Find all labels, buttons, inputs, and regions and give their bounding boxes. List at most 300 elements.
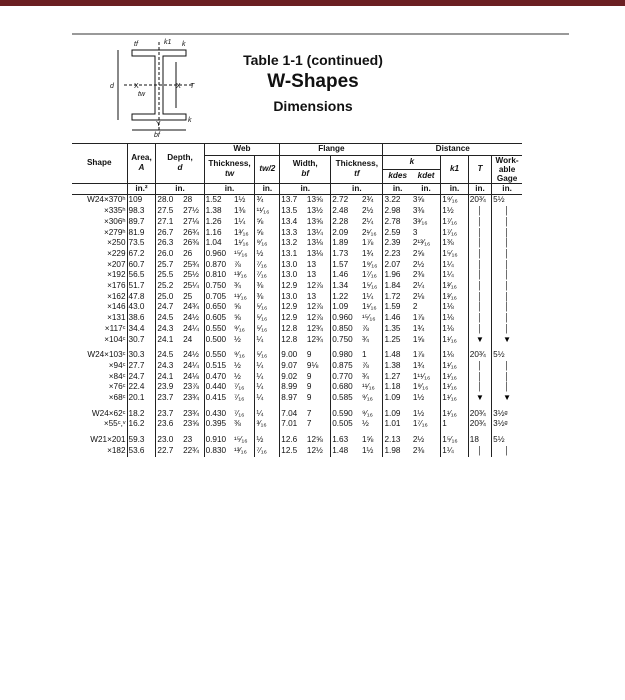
table-cell: 23.7 bbox=[156, 409, 182, 420]
table-cell: 2½ bbox=[412, 435, 425, 445]
table-cell: ⁵⁄₁₆ bbox=[255, 350, 280, 361]
table-cell: 0.960 bbox=[204, 249, 233, 260]
table-cell: 98.3 bbox=[127, 206, 156, 217]
table-cell: 7 bbox=[306, 408, 312, 418]
bf-label: bf bbox=[154, 132, 160, 138]
table-cell: 1.46 bbox=[331, 270, 361, 281]
table-cell: 12¾ bbox=[306, 323, 323, 333]
table-cell: 1⅛ bbox=[441, 324, 469, 335]
table-cell: 23⅝ bbox=[183, 419, 199, 429]
table-cell: 1¾ bbox=[412, 360, 425, 370]
unit: in.² bbox=[127, 183, 156, 195]
table-cell: 12.5 bbox=[280, 446, 306, 457]
table-row bbox=[72, 372, 522, 383]
table-cell: 24.7 bbox=[156, 302, 182, 313]
table-cell: 24.3 bbox=[156, 361, 182, 372]
table-cell: 1¹⁄₁₆ bbox=[361, 302, 377, 312]
table-cell: ¼ bbox=[255, 361, 280, 372]
table-cell: 24.5 bbox=[156, 313, 182, 324]
table-cell: 1¼ bbox=[361, 291, 374, 301]
table-cell: 24 bbox=[183, 334, 193, 344]
col-k1: k1 bbox=[441, 155, 469, 183]
table-cell: ⁵⁄₁₆ bbox=[255, 302, 280, 313]
table-cell: 0.810 bbox=[204, 270, 233, 281]
table-cell: 1⁷⁄₁₆ bbox=[412, 419, 428, 429]
table-cell: 0.590 bbox=[331, 409, 361, 420]
table-cell: 12.8 bbox=[280, 324, 306, 335]
continuation-line-icon: │ bbox=[492, 249, 522, 260]
col-depth: Depth, d bbox=[156, 144, 204, 184]
tf-label: tf bbox=[134, 41, 138, 48]
table-subtitle: Dimensions bbox=[273, 98, 353, 114]
table-cell: 0.440 bbox=[204, 382, 233, 393]
table-cell: 0.980 bbox=[331, 350, 361, 361]
table-cell: ½ bbox=[361, 419, 369, 429]
table-title: W-Shapes bbox=[267, 71, 359, 92]
continuation-line-icon: │ bbox=[492, 382, 522, 393]
col-flange-width: Width, bf bbox=[280, 155, 331, 183]
table-cell: 81.9 bbox=[127, 228, 156, 239]
table-row bbox=[72, 281, 522, 292]
table-cell: 27⅛ bbox=[183, 216, 199, 226]
table-cell: 1.89 bbox=[331, 238, 361, 249]
continuation-line-icon: │ bbox=[468, 292, 491, 303]
table-cell: 26.7 bbox=[156, 228, 182, 239]
table-cell: ¹¹⁄₁₆ bbox=[233, 291, 247, 301]
header-rule bbox=[72, 33, 569, 35]
table-cell: 2.09 bbox=[331, 228, 361, 239]
table-cell: 0.680 bbox=[331, 382, 361, 393]
continuation-line-icon: │ bbox=[492, 217, 522, 228]
table-cell: 2¼ bbox=[361, 216, 374, 226]
table-cell: ×182 bbox=[107, 445, 126, 455]
table-cell: 24¼ bbox=[183, 360, 199, 370]
table-cell: 0.515 bbox=[204, 361, 233, 372]
col-area: Area, A bbox=[127, 144, 156, 184]
unit: in. bbox=[492, 183, 522, 195]
table-cell: 1⅞ bbox=[412, 350, 425, 360]
table-row bbox=[72, 313, 522, 324]
continuation-line-icon: │ bbox=[492, 206, 522, 217]
table-cell: 25 bbox=[183, 291, 193, 301]
table-cell: ¾ bbox=[361, 371, 369, 381]
table-cell: 30.7 bbox=[127, 335, 156, 346]
table-cell: ⅜ bbox=[255, 292, 280, 303]
table-cell: 27½ bbox=[183, 206, 199, 216]
table-cell: 56.5 bbox=[127, 270, 156, 281]
continuation-line-icon: │ bbox=[492, 238, 522, 249]
table-row bbox=[72, 350, 522, 361]
table-row bbox=[72, 335, 522, 346]
x-left-label: X bbox=[134, 83, 139, 90]
table-cell: 2¹³⁄₁₆ bbox=[412, 238, 431, 248]
table-cell: 5½ bbox=[492, 350, 522, 361]
col-flange-thickness: Thickness, tf bbox=[331, 155, 383, 183]
table-cell: 1³⁄₁₆ bbox=[233, 227, 249, 237]
table-row bbox=[72, 302, 522, 313]
table-cell: ×68ᶜ bbox=[108, 393, 126, 403]
table-cell: 2 bbox=[412, 302, 418, 312]
table-cell: ½ bbox=[255, 435, 280, 446]
table-cell: 53.6 bbox=[127, 446, 156, 457]
table-cell: ×250 bbox=[107, 238, 126, 248]
continuation-line-icon: │ bbox=[468, 228, 491, 239]
table-cell: 1¹⁄₁₆ bbox=[441, 393, 469, 404]
col-shape: Shape bbox=[72, 144, 127, 184]
continuation-line-icon: │ bbox=[468, 372, 491, 383]
table-cell: 1.96 bbox=[383, 270, 412, 281]
table-cell: ¼ bbox=[255, 372, 280, 383]
table-cell: 2.78 bbox=[383, 217, 412, 228]
table-cell: 34.4 bbox=[127, 324, 156, 335]
continuation-line-icon: │ bbox=[468, 249, 491, 260]
table-cell: 24⅛ bbox=[183, 371, 199, 381]
table-row bbox=[72, 419, 522, 430]
table-cell: W24×62ᶜ bbox=[91, 408, 126, 418]
k-bottom-label: k bbox=[188, 117, 192, 124]
unit: in. bbox=[204, 183, 255, 195]
table-cell: 24.5 bbox=[156, 350, 182, 361]
table-cell: 0.750 bbox=[331, 335, 361, 346]
table-cell: 2.23 bbox=[383, 249, 412, 260]
table-cell: 1¼ bbox=[441, 446, 469, 457]
table-cell: 1¹⁄₁₆ bbox=[441, 382, 469, 393]
table-cell: ¾ bbox=[255, 195, 280, 206]
table-cell: 1.73 bbox=[331, 249, 361, 260]
table-cell: 0.585 bbox=[331, 393, 361, 404]
table-cell: 23¾ bbox=[183, 408, 199, 418]
table-cell: 13.3 bbox=[280, 228, 306, 239]
table-cell: 13.4 bbox=[280, 217, 306, 228]
table-cell: 3½ᵍ bbox=[492, 409, 522, 420]
table-cell: 9 bbox=[306, 382, 312, 392]
table-cell: 1.38 bbox=[383, 361, 412, 372]
table-cell: 26.3 bbox=[156, 238, 182, 249]
table-cell: 2½ bbox=[361, 206, 374, 216]
table-cell: ⅜ bbox=[233, 419, 241, 429]
table-cell: ½ bbox=[233, 360, 241, 370]
table-cell: 1⅛ bbox=[441, 350, 469, 361]
table-cell: 1¼ bbox=[441, 270, 469, 281]
table-row bbox=[72, 260, 522, 271]
table-cell: 73.5 bbox=[127, 238, 156, 249]
table-cell: 2½ bbox=[412, 259, 425, 269]
table-cell: ×117ᶜ bbox=[104, 323, 126, 333]
table-cell: 12.6 bbox=[280, 435, 306, 446]
table-cell: ⁷⁄₁₆ bbox=[233, 393, 245, 403]
table-cell: 1.34 bbox=[331, 281, 361, 292]
table-cell: 1.72 bbox=[383, 292, 412, 303]
table-cell: ¼ bbox=[255, 382, 280, 393]
k-label: k bbox=[182, 41, 186, 48]
table-cell: 2⅛ bbox=[412, 291, 425, 301]
table-cell: 89.7 bbox=[127, 217, 156, 228]
table-cell: 13¼ bbox=[306, 227, 323, 237]
table-cell: 13.0 bbox=[280, 270, 306, 281]
table-row bbox=[72, 292, 522, 303]
table-cell: 25½ bbox=[183, 270, 199, 280]
table-cell: ×335ʰ bbox=[103, 206, 126, 216]
table-cell: 1³⁄₁₆ bbox=[441, 292, 469, 303]
table-cell: 109 bbox=[127, 195, 156, 206]
table-cell: W24×370ʰ bbox=[87, 195, 126, 205]
table-cell: 12¾ bbox=[306, 334, 323, 344]
table-row bbox=[72, 361, 522, 372]
table-cell: 1½ bbox=[412, 393, 425, 403]
table-cell: 27.1 bbox=[156, 217, 182, 228]
table-cell: 13.1 bbox=[280, 249, 306, 260]
continuation-line-icon: │ bbox=[468, 302, 491, 313]
table-cell: ⅝ bbox=[255, 217, 280, 228]
T-label: T bbox=[190, 83, 195, 90]
table-cell: 23⅞ bbox=[183, 382, 199, 392]
table-cell: 13⅛ bbox=[306, 248, 323, 258]
table-cell: 13.0 bbox=[280, 292, 306, 303]
table-cell: ×192 bbox=[107, 270, 126, 280]
table-cell: 24.7 bbox=[127, 372, 156, 383]
col-web-thickness: Thickness, tw bbox=[204, 155, 255, 183]
table-cell: 67.2 bbox=[127, 249, 156, 260]
continuation-line-icon: │ bbox=[468, 446, 491, 457]
table-cell: 24.1 bbox=[156, 372, 182, 383]
table-cell: 25¾ bbox=[183, 259, 199, 269]
table-cell: 20¾ bbox=[468, 350, 491, 361]
x-right-label: X bbox=[176, 83, 181, 90]
table-cell: 1 bbox=[361, 350, 367, 360]
table-cell: 1.25 bbox=[383, 335, 412, 346]
table-cell: ⁹⁄₁₆ bbox=[361, 393, 373, 403]
table-cell: 13.5 bbox=[280, 206, 306, 217]
table-cell: 1¼ bbox=[233, 216, 246, 226]
table-cell: 2.39 bbox=[383, 238, 412, 249]
table-cell: ×162 bbox=[107, 291, 126, 301]
continuation-line-icon: │ bbox=[492, 292, 522, 303]
table-cell: 0.605 bbox=[204, 313, 233, 324]
table-cell: 12½ bbox=[306, 445, 323, 455]
table-cell: 47.8 bbox=[127, 292, 156, 303]
table-cell: 5½ bbox=[492, 435, 522, 446]
continuation-line-icon: │ bbox=[468, 313, 491, 324]
table-cell: 12.8 bbox=[280, 335, 306, 346]
w-shape-diagram bbox=[104, 38, 214, 138]
table-cell: 1.09 bbox=[383, 393, 412, 404]
table-cell: 1⁷⁄₁₆ bbox=[441, 228, 469, 239]
table-cell: 25.2 bbox=[156, 281, 182, 292]
down-arrow-icon: ▼ bbox=[468, 335, 491, 346]
table-cell: 1⁹⁄₁₆ bbox=[361, 259, 378, 269]
table-cell: 1¹¹⁄₁₆ bbox=[412, 371, 431, 381]
table-cell: ¹⁵⁄₁₆ bbox=[233, 435, 248, 445]
table-cell: 1³⁄₁₆ bbox=[441, 281, 469, 292]
table-cell: 1.01 bbox=[383, 419, 412, 430]
table-cell: 3 bbox=[412, 227, 418, 237]
table-cell: 9⅛ bbox=[306, 360, 319, 370]
table-cell: 2.28 bbox=[331, 217, 361, 228]
table-cell: 1⅝ bbox=[361, 435, 374, 445]
table-cell: ⁷⁄₁₆ bbox=[233, 408, 245, 418]
table-cell: 38.6 bbox=[127, 313, 156, 324]
table-cell: 12.9 bbox=[280, 302, 306, 313]
table-cell: 0.470 bbox=[204, 372, 233, 383]
table-cell: ½ bbox=[255, 249, 280, 260]
unit: in. bbox=[383, 183, 412, 195]
table-cell: 9.02 bbox=[280, 372, 306, 383]
unit: in. bbox=[468, 183, 491, 195]
continuation-line-icon: │ bbox=[468, 324, 491, 335]
table-cell: 0.960 bbox=[331, 313, 361, 324]
table-cell: 1.38 bbox=[204, 206, 233, 217]
unit: in. bbox=[156, 183, 204, 195]
table-cell: 1⅜ bbox=[233, 206, 246, 216]
table-cell: 2¹⁄₁₆ bbox=[361, 227, 377, 237]
table-cell: ×207 bbox=[107, 259, 126, 269]
table-cell: 1¹⁄₁₆ bbox=[441, 409, 469, 420]
col-kdet: kdet bbox=[412, 169, 441, 183]
d-label: d bbox=[110, 83, 114, 90]
table-cell: 51.7 bbox=[127, 281, 156, 292]
table-cell: ⅜ bbox=[255, 281, 280, 292]
table-cell: ¹¹⁄₁₆ bbox=[361, 382, 375, 392]
table-cell: 24¾ bbox=[183, 302, 199, 312]
k1-label: k1 bbox=[164, 39, 172, 46]
table-cell: 0.415 bbox=[204, 393, 233, 404]
table-cell: ⁹⁄₁₆ bbox=[233, 350, 245, 360]
table-cell: 1¹⁄₁₆ bbox=[441, 335, 469, 346]
table-cell: ¹¹⁄₁₆ bbox=[255, 206, 280, 217]
table-row bbox=[72, 206, 522, 217]
table-cell: 26¾ bbox=[183, 227, 199, 237]
table-cell: 20¾ bbox=[468, 419, 491, 430]
table-cell: ½ bbox=[233, 371, 241, 381]
table-number: Table 1-1 (continued) bbox=[243, 52, 383, 68]
table-cell: 24½ bbox=[183, 313, 199, 323]
table-cell: 0.770 bbox=[331, 372, 361, 383]
table-cell: 24.1 bbox=[156, 335, 182, 346]
table-cell: 5½ bbox=[492, 195, 522, 206]
table-cell: ⁷⁄₁₆ bbox=[233, 382, 245, 392]
table-cell: ⅞ bbox=[233, 259, 241, 269]
table-cell: 2⅝ bbox=[412, 248, 425, 258]
table-cell: 9 bbox=[306, 393, 312, 403]
table-cell: 1½ bbox=[441, 206, 469, 217]
tw-label: tw bbox=[138, 91, 145, 98]
table-cell: 13⅝ bbox=[306, 216, 323, 226]
table-cell: 3.22 bbox=[383, 195, 412, 206]
table-cell: 2.48 bbox=[331, 206, 361, 217]
table-cell: ⅝ bbox=[233, 313, 241, 323]
table-cell: 0.875 bbox=[331, 361, 361, 372]
table-cell: 7 bbox=[306, 419, 312, 429]
table-cell: 1.26 bbox=[204, 217, 233, 228]
table-cell: 1¾ bbox=[361, 248, 374, 258]
table-cell: ⅝ bbox=[255, 228, 280, 239]
table-row bbox=[72, 249, 522, 260]
col-distance: Distance bbox=[383, 144, 522, 156]
table-cell: 1.35 bbox=[383, 324, 412, 335]
continuation-line-icon: │ bbox=[468, 281, 491, 292]
table-cell: ×306ʰ bbox=[103, 216, 126, 226]
table-cell: 1⁵⁄₁₆ bbox=[361, 281, 378, 291]
table-cell: 2⅜ bbox=[412, 270, 425, 280]
table-cell: 1½ bbox=[361, 445, 374, 455]
table-cell: ×131 bbox=[107, 313, 126, 323]
continuation-line-icon: │ bbox=[492, 270, 522, 281]
table-cell: ×104ᶜ bbox=[104, 334, 126, 344]
table-cell: 3³⁄₁₆ bbox=[412, 216, 428, 226]
table-cell: 13⅛ bbox=[306, 238, 323, 248]
table-cell: 1⁹⁄₁₆ bbox=[441, 195, 469, 206]
table-row bbox=[72, 195, 522, 206]
table-cell: 1¼ bbox=[441, 260, 469, 271]
table-cell: 13.7 bbox=[280, 195, 306, 206]
table-cell: 1⁷⁄₁₆ bbox=[361, 270, 377, 280]
table-cell: ×55ᶜ,ᵛ bbox=[103, 419, 126, 429]
col-tw2: tw/2 bbox=[255, 155, 280, 183]
continuation-line-icon: │ bbox=[468, 217, 491, 228]
table-cell: 13 bbox=[306, 270, 317, 280]
table-cell: 12⅝ bbox=[306, 435, 323, 445]
table-row bbox=[72, 270, 522, 281]
table-cell: ¾ bbox=[233, 281, 241, 291]
table-cell: 2.59 bbox=[383, 228, 412, 239]
continuation-line-icon: │ bbox=[492, 313, 522, 324]
y-label: Y bbox=[156, 121, 161, 128]
continuation-line-icon: │ bbox=[468, 361, 491, 372]
table-cell: ¹⁵⁄₁₆ bbox=[233, 248, 248, 258]
continuation-line-icon: │ bbox=[468, 238, 491, 249]
table-cell: 1½ bbox=[233, 195, 246, 205]
table-cell: ×76ᶜ bbox=[108, 382, 126, 392]
continuation-line-icon: │ bbox=[492, 302, 522, 313]
continuation-line-icon: │ bbox=[492, 372, 522, 383]
table-cell: 22.4 bbox=[127, 382, 156, 393]
table-cell: ⅝ bbox=[233, 302, 241, 312]
table-cell: 2.72 bbox=[331, 195, 361, 206]
continuation-line-icon: │ bbox=[492, 260, 522, 271]
table-cell: ⁷⁄₁₆ bbox=[255, 260, 280, 271]
w-shapes-table bbox=[72, 143, 522, 457]
table-cell: 0.870 bbox=[204, 260, 233, 271]
top-accent-bar bbox=[0, 0, 625, 6]
col-web: Web bbox=[204, 144, 280, 156]
table-cell: 1.98 bbox=[383, 446, 412, 457]
table-cell: 13 bbox=[306, 291, 317, 301]
table-cell: 9.00 bbox=[280, 350, 306, 361]
table-cell: ¼ bbox=[255, 335, 280, 346]
unit: in. bbox=[255, 183, 280, 195]
continuation-line-icon: │ bbox=[492, 446, 522, 457]
table-cell: ³⁄₁₆ bbox=[255, 419, 280, 430]
table-cell: ¾ bbox=[361, 334, 369, 344]
table-row bbox=[72, 217, 522, 228]
table-cell: 0.430 bbox=[204, 409, 233, 420]
table-cell: 18.2 bbox=[127, 409, 156, 420]
table-cell: 22.7 bbox=[156, 446, 182, 457]
table-cell: 0.550 bbox=[204, 350, 233, 361]
table-cell: 1¹⁄₁₆ bbox=[441, 372, 469, 383]
table-cell: 23.9 bbox=[156, 382, 182, 393]
table-cell: 1⁷⁄₁₆ bbox=[441, 217, 469, 228]
table-cell: 0.705 bbox=[204, 292, 233, 303]
table-cell: 1⅛ bbox=[441, 302, 469, 313]
table-row bbox=[72, 435, 522, 446]
table-cell: 0.830 bbox=[204, 446, 233, 457]
table-cell: ×84ᶜ bbox=[108, 371, 126, 381]
table-cell: 1⅞ bbox=[361, 238, 374, 248]
table-row bbox=[72, 324, 522, 335]
table-cell: 16.2 bbox=[127, 419, 156, 430]
table-cell: 1⁹⁄₁₆ bbox=[412, 382, 429, 392]
